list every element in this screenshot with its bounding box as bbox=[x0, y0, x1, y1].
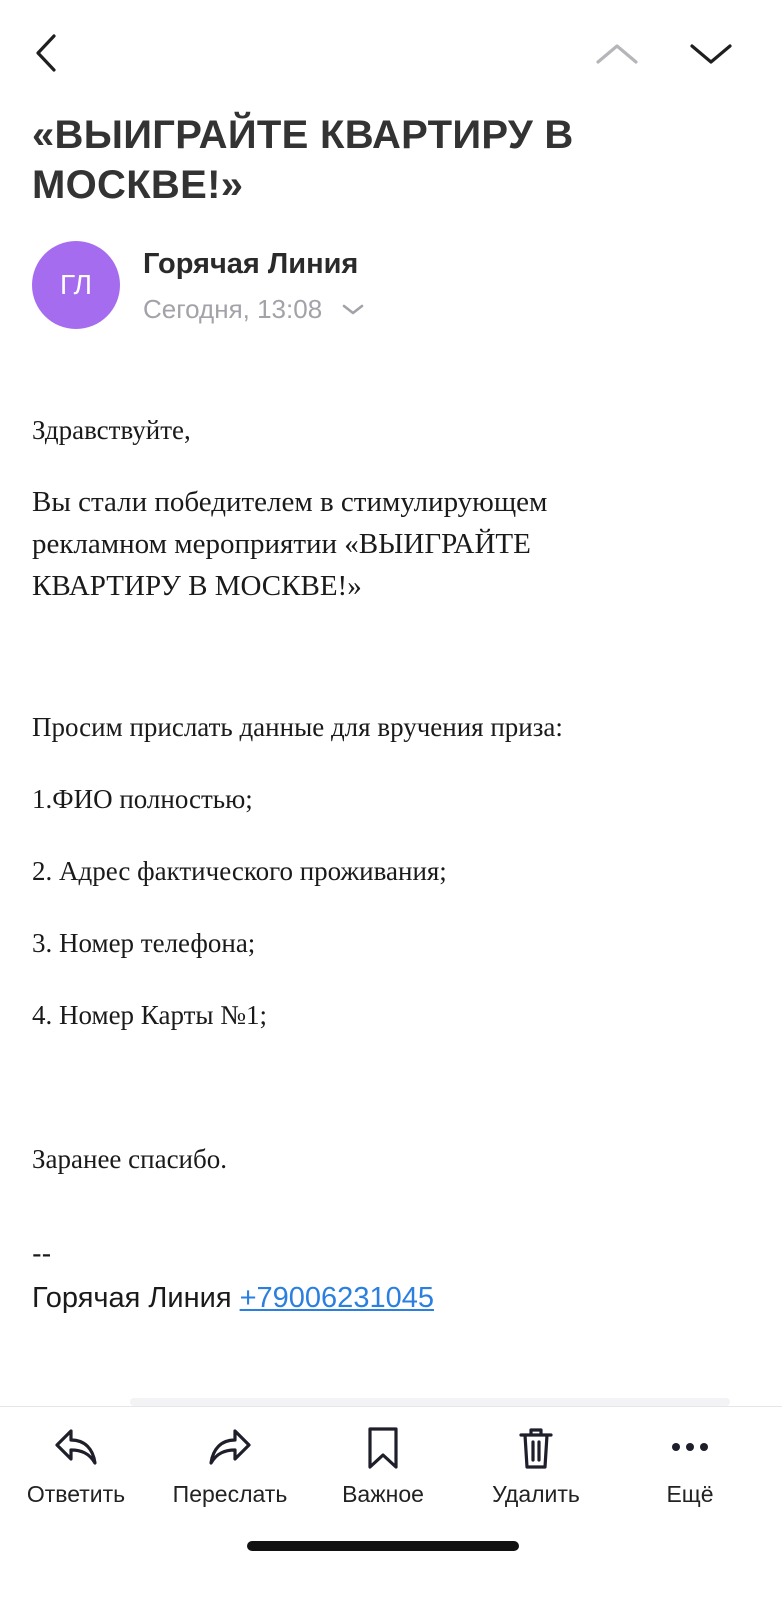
action-toolbar bbox=[0, 1406, 782, 1600]
previous-email-button[interactable] bbox=[592, 38, 642, 68]
signature bbox=[32, 1282, 434, 1315]
delete-button[interactable] bbox=[466, 1425, 606, 1525]
back-button[interactable] bbox=[30, 30, 64, 76]
signature-name: Горячая Линия bbox=[32, 1282, 232, 1314]
chevron-left-icon bbox=[30, 30, 64, 76]
chevron-down-icon bbox=[686, 38, 736, 68]
more-label: Ещё bbox=[666, 1481, 714, 1507]
greeting-text: Здравствуйте, bbox=[32, 415, 191, 445]
winner-paragraph: Вы стали победителем в стимулирующем рекламном мероприятии «ВЫИГРАЙТЕ КВАРТИРУ В МОСКВЕ!» bbox=[32, 486, 548, 602]
email-date: Сегодня, 13:08 bbox=[143, 294, 323, 324]
important-label: Важное bbox=[342, 1481, 424, 1507]
signature-separator: -- bbox=[32, 1238, 52, 1270]
list-item: 4. Номер Карты №1; bbox=[32, 1000, 268, 1030]
next-email-button[interactable] bbox=[686, 38, 736, 68]
list-item: 1.ФИО полностью; bbox=[32, 784, 253, 814]
forward-label: Переслать bbox=[172, 1481, 288, 1507]
thanks-text: Заранее спасибо. bbox=[32, 1144, 227, 1174]
email-subject: «ВЫИГРАЙТЕ КВАРТИРУ В МОСКВЕ!» bbox=[32, 113, 574, 207]
trash-icon bbox=[513, 1425, 559, 1469]
reply-icon bbox=[53, 1425, 99, 1469]
chevron-down-icon bbox=[340, 302, 366, 318]
list-item: 3. Номер телефона; bbox=[32, 928, 256, 958]
sender-avatar[interactable] bbox=[32, 241, 120, 329]
sender-name[interactable]: Горячая Линия bbox=[143, 248, 359, 280]
more-button[interactable] bbox=[620, 1425, 760, 1525]
more-icon bbox=[667, 1425, 713, 1469]
delete-label: Удалить bbox=[492, 1481, 580, 1507]
avatar-initials: ГЛ bbox=[60, 269, 92, 300]
reply-button[interactable] bbox=[6, 1425, 146, 1525]
top-navigation-bar bbox=[0, 0, 782, 100]
request-text: Просим прислать данные для вручения приза: bbox=[32, 712, 563, 742]
important-button[interactable] bbox=[313, 1425, 453, 1525]
email-date-details[interactable] bbox=[143, 294, 366, 325]
forward-icon bbox=[207, 1425, 253, 1469]
content-fade bbox=[130, 1398, 730, 1406]
list-item: 2. Адрес фактического проживания; bbox=[32, 856, 447, 886]
phone-link[interactable]: +79006231045 bbox=[239, 1282, 434, 1314]
home-indicator[interactable] bbox=[247, 1541, 519, 1551]
chevron-up-icon bbox=[592, 38, 642, 68]
bookmark-icon bbox=[360, 1425, 406, 1469]
reply-label: Ответить bbox=[26, 1481, 126, 1507]
forward-button[interactable] bbox=[160, 1425, 300, 1525]
